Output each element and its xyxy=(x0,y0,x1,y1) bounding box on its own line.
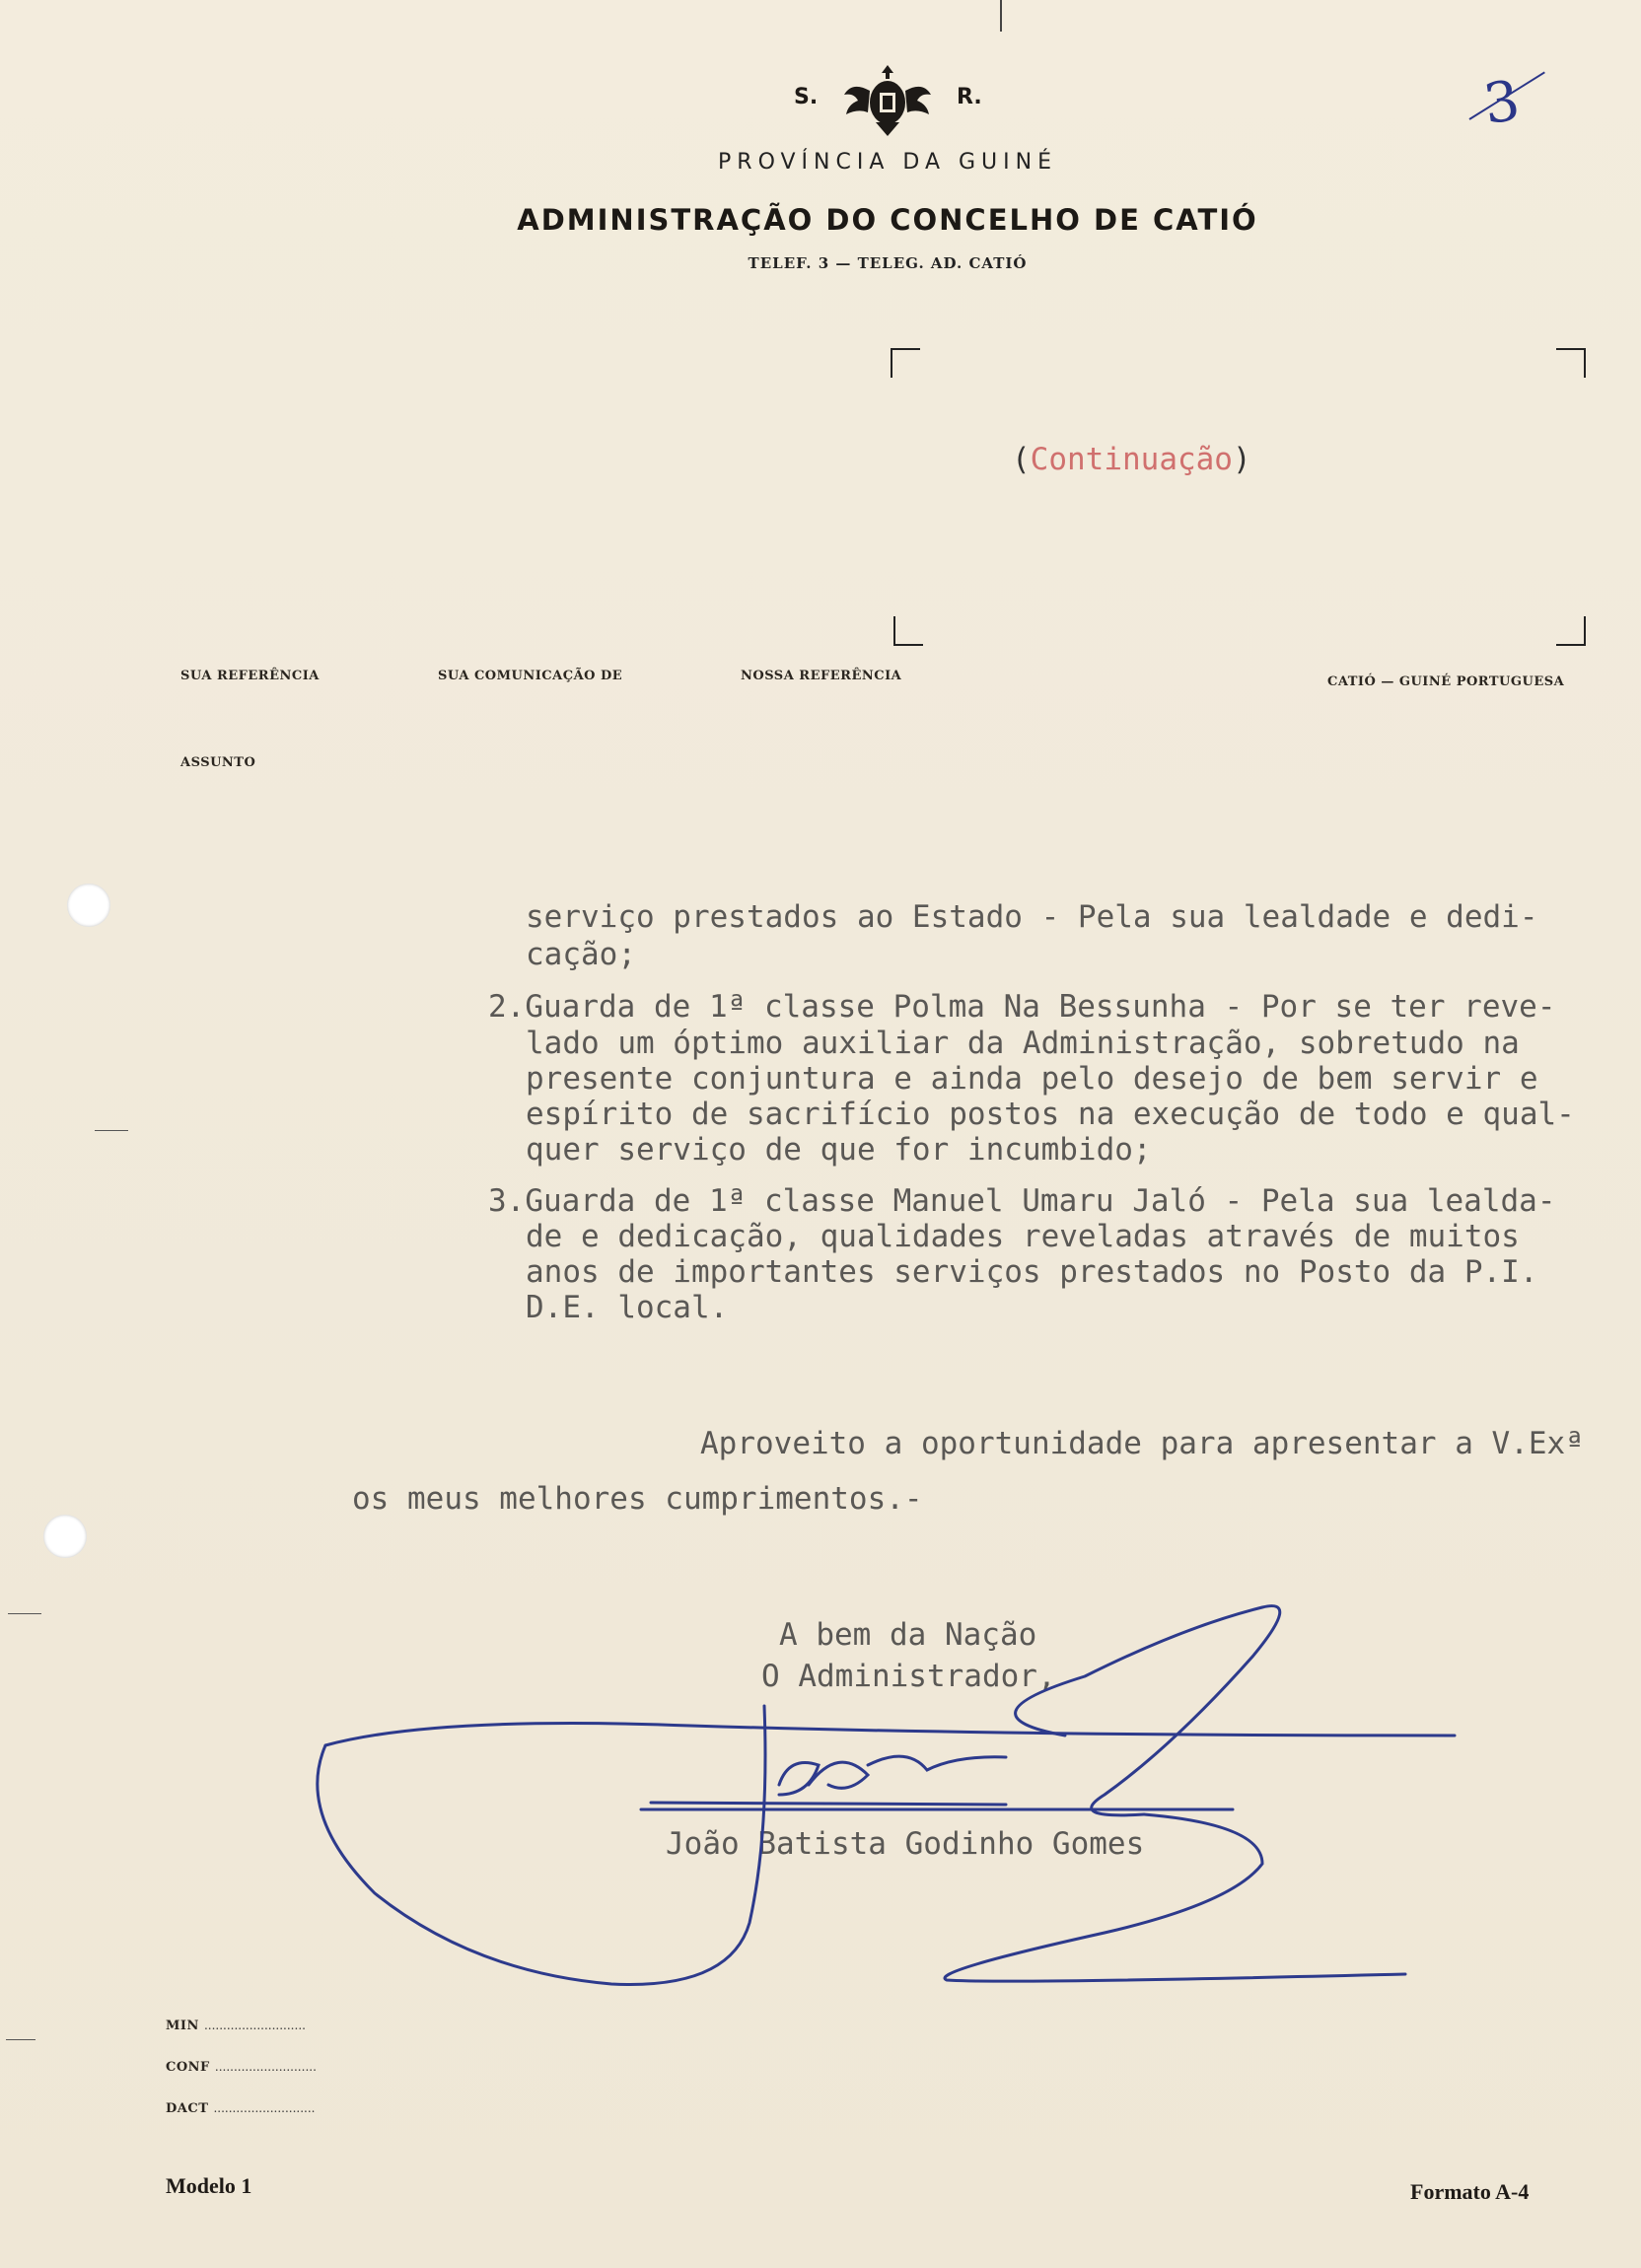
page-number: 3 xyxy=(1479,68,1524,138)
conf-dots: ........................... xyxy=(214,2060,317,2074)
nossa-referencia-label: NOSSA REFERÊNCIA xyxy=(741,669,902,683)
min-field xyxy=(166,2015,306,2033)
address-corner-bottom-right xyxy=(1556,616,1586,646)
body-line: cação; xyxy=(526,937,636,972)
signature-icon xyxy=(316,1597,1460,2002)
sua-comunicacao-label: SUA COMUNICAÇÃO DE xyxy=(438,669,623,683)
body-line: serviço prestados ao Estado - Pela sua lealdade e dedi- xyxy=(526,899,1538,935)
punch-hole-bottom xyxy=(43,1515,87,1558)
salutation: A bem da Nação xyxy=(779,1617,1037,1653)
telephone-line: TELEF. 3 — TELEG. AD. CATIÓ xyxy=(748,254,1028,272)
dact-label: DACT xyxy=(166,2101,209,2116)
location-label: CATIÓ — GUINÉ PORTUGUESA xyxy=(1327,674,1565,689)
body-line: 2.Guarda de 1ª classe Polma Na Bessunha - Por se ter reve- xyxy=(488,989,1556,1025)
administration-title: ADMINISTRAÇÃO DO CONCELHO DE CATIÓ xyxy=(517,203,1258,237)
min-dots: ........................... xyxy=(203,2019,306,2032)
min-label: MIN xyxy=(166,2019,199,2033)
header-left-letter: S. xyxy=(794,85,819,109)
punch-hole-top xyxy=(67,884,110,927)
fold-mark xyxy=(8,1613,41,1614)
administrator-title: O Administrador, xyxy=(761,1659,1056,1694)
assunto-label: ASSUNTO xyxy=(180,755,256,770)
dact-dots: ........................... xyxy=(213,2101,316,2115)
body-line: 3.Guarda de 1ª classe Manuel Umaru Jaló - Pela sua lealda- xyxy=(488,1183,1556,1219)
body-line: presente conjuntura e ainda pelo desejo de bem servir e xyxy=(526,1061,1538,1097)
body-line: espírito de sacrifício postos na execução de todo e qual- xyxy=(526,1097,1575,1132)
model-label: Modelo 1 xyxy=(166,2173,252,2198)
body-line: D.E. local. xyxy=(526,1290,729,1325)
signatory-name: João Batista Godinho Gomes xyxy=(666,1826,1145,1862)
continuation-note xyxy=(1012,442,1251,477)
body-line: quer serviço de que for incumbido; xyxy=(526,1132,1152,1168)
coat-of-arms-icon xyxy=(838,61,937,140)
address-corner-bottom-left xyxy=(893,616,923,646)
body-line: lado um óptimo auxiliar da Administração, sobretudo na xyxy=(526,1026,1520,1061)
top-edge-mark xyxy=(1000,0,1002,32)
conf-label: CONF xyxy=(166,2060,210,2075)
conf-field xyxy=(166,2056,317,2075)
fold-mark xyxy=(6,2039,36,2040)
province-title: PROVÍNCIA DA GUINÉ xyxy=(718,150,1057,175)
open-paren: ( xyxy=(1012,442,1031,477)
fold-mark xyxy=(95,1130,128,1131)
header-right-letter: R. xyxy=(957,85,982,109)
close-paren: ) xyxy=(1232,442,1251,477)
address-corner-top-left xyxy=(891,348,920,378)
body-line: anos de importantes serviços prestados no Posto da P.I. xyxy=(526,1254,1538,1290)
body-line: de e dedicação, qualidades reveladas através de muitos xyxy=(526,1219,1520,1254)
format-label: Formato A-4 xyxy=(1410,2179,1530,2204)
continuation-word: Continuação xyxy=(1030,442,1233,477)
closing-line-2: os meus melhores cumprimentos.- xyxy=(352,1481,923,1517)
dact-field xyxy=(166,2097,315,2116)
address-corner-top-right xyxy=(1556,348,1586,378)
closing-line-1: Aproveito a oportunidade para apresentar a V.Exª xyxy=(700,1426,1584,1461)
sua-referencia-label: SUA REFERÊNCIA xyxy=(180,669,320,683)
